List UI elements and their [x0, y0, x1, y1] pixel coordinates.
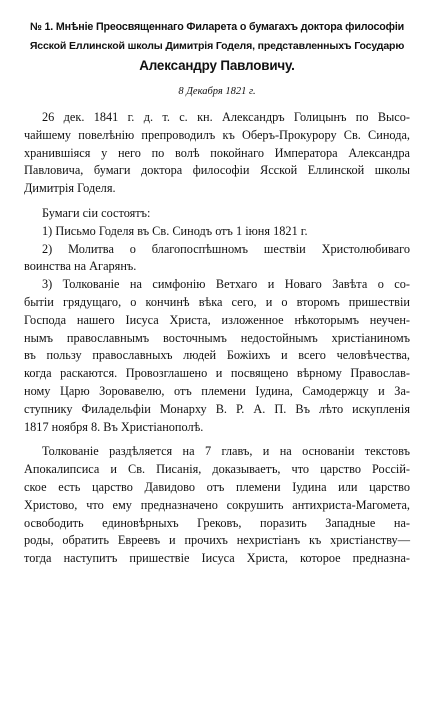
text-line: 1) Письмо Годеля въ Св. Синодъ отъ 1 іюня 1821 г. — [42, 223, 308, 238]
text-line: 26 дек. 1841 г. д. т. с. кн. Александръ Голицынъ по Высо- — [42, 110, 410, 124]
text-line: Христово, что ему предназначено сокрушить антихриста-Магомета, — [24, 497, 410, 512]
text-line: ступнику Филадельфіи Монарху В. Р. А. П. Въ лѣто искупленія — [24, 401, 410, 416]
title-line: Ясской Еллинской школы Димитрія Годеля, представленныхъ Государю — [29, 40, 405, 52]
text-line: роды, обратить Евреевъ и прочихъ нехристіанъ къ христіанству— — [24, 533, 410, 548]
document-title — [24, 18, 410, 75]
text-line: 1817 ноября 8. Въ Христіанополѣ. — [24, 419, 204, 434]
text-line: чайшему повелѣнію препроводилъ къ Оберъ-Прокурору Св. Синода, — [24, 127, 410, 142]
list-item-prayer — [24, 241, 410, 277]
document-date: 8 Декабря 1821 г. — [178, 86, 256, 97]
text-line: Апокалипсиса и Св. Писанія, доказываетъ, что царство Россій- — [24, 462, 410, 477]
text-line: нымъ православнымъ восточнымъ недостойнымъ христіаниномъ — [24, 330, 410, 345]
paragraph-contents — [24, 205, 410, 223]
text-line: ному Царю Зоровавелю, отъ племени Іудина, Самодержцу и За- — [24, 383, 410, 398]
text-line: Господа нашего Іисуса Христа, изложенное нѣкоторымъ неучен- — [24, 312, 410, 327]
text-line: Бумаги сіи состоятъ: — [42, 205, 151, 220]
document-page — [24, 18, 410, 568]
text-line: Толкованіе раздѣляется на 7 главъ, и на основаніи текстовъ — [42, 444, 410, 459]
list-item-interpretation — [24, 276, 410, 436]
paragraph-intro — [24, 109, 410, 198]
paragraph-summary — [24, 443, 410, 568]
text-line: ское есть царство Давидово отъ племени Іудина или царство — [24, 479, 410, 494]
title-line: Александру Павловичу. — [139, 58, 295, 73]
text-line: бытіи грядущаго, о кончинѣ вѣка сего, и о второмъ пришествіи — [24, 294, 410, 309]
list-item-letter — [24, 223, 410, 241]
text-line: воинства на Агарянъ. — [24, 259, 137, 274]
text-line: въ пользу православныхъ людей Божіихъ и всего человѣчества, — [24, 348, 410, 363]
text-line: хранившіяся у него по волѣ покойнаго Императора Александра — [24, 145, 410, 160]
text-line: когда раскаются. Провозглашено и посвящено вѣрному Православ- — [24, 366, 410, 381]
text-line: 3) Толкованіе на симфонію Ветхаго и Новаго Завѣта о со- — [42, 277, 410, 292]
text-line: освободить единовѣрныхъ Грековъ, поразить Западные на- — [24, 515, 410, 530]
text-line: Павловича, бумаги доктора философіи Ясской Еллинской школы — [24, 163, 410, 178]
title-line: № 1. Мнѣніе Преосвященнаго Филарета о бумагахъ доктора философіи — [29, 21, 405, 33]
text-line: Димитрія Годеля. — [24, 181, 116, 196]
text-line: 2) Молитва о благопоспѣшномъ шествіи Христолюбиваго — [42, 241, 410, 256]
text-line: тогда наступитъ пришествіе Іисуса Христа, которое предназна- — [24, 551, 410, 566]
